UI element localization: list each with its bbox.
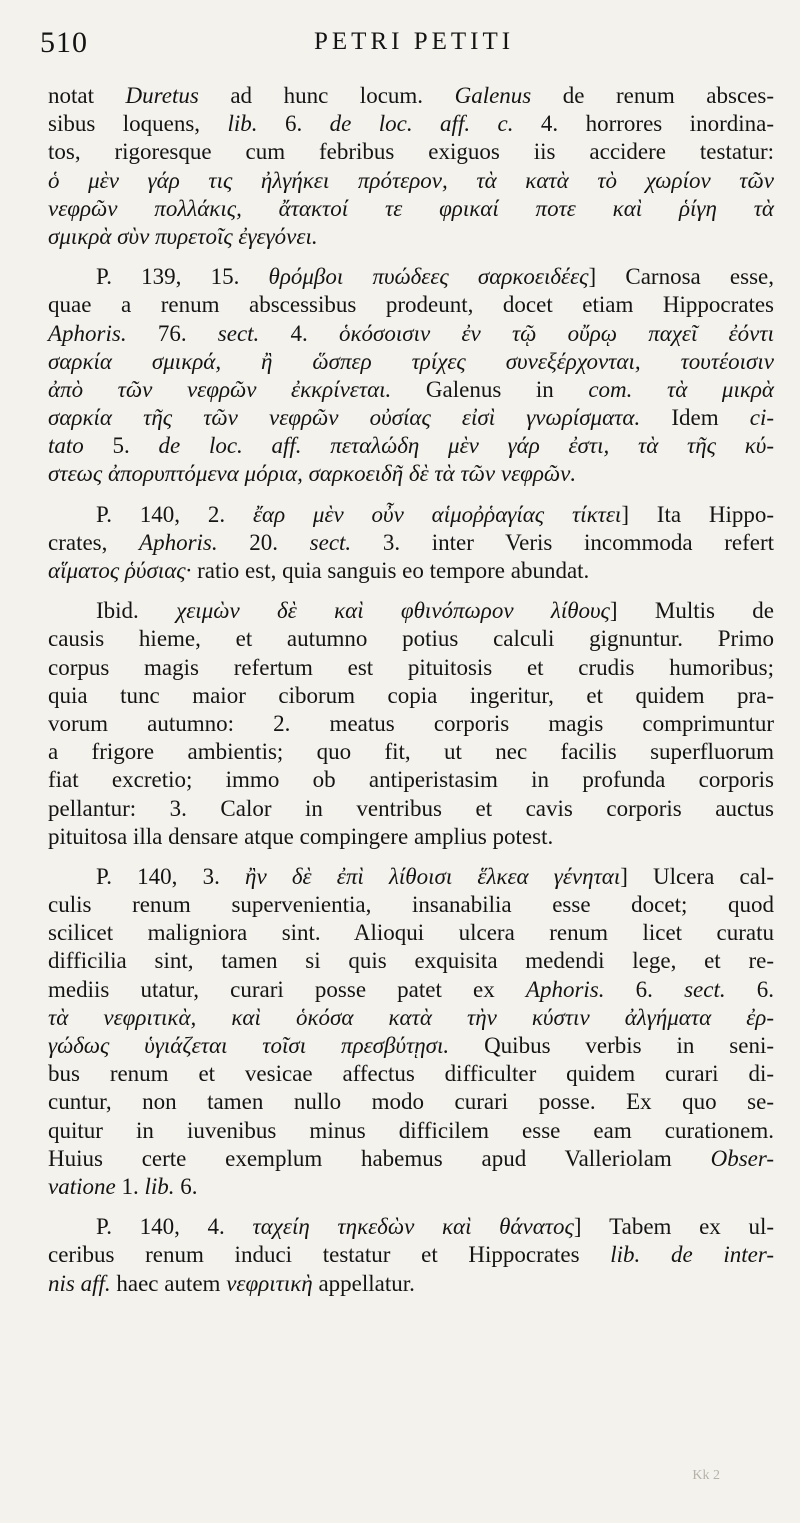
- italic-text: lib.: [144, 1173, 175, 1199]
- text-line: [48, 823, 774, 851]
- page-number: 510: [40, 26, 88, 59]
- roman-text: P. 139, 15.: [96, 264, 269, 290]
- roman-text: P. 140, 4.: [96, 1214, 253, 1240]
- italic-text: Galenus: [454, 83, 532, 108]
- roman-text: ] Ita Hippo-: [621, 501, 775, 527]
- greek-text: ἔαρ μὲν οὖν αἱμοῤῥαγίας τίκτει: [252, 501, 622, 527]
- roman-text: 5.: [83, 433, 159, 459]
- roman-text: vorum autumno: 2. meatus corporis magis comprimuntur: [48, 710, 774, 736]
- greek-text: χειμὼν δὲ καὶ φθινόπωρον λίθους: [176, 598, 610, 624]
- roman-text: cuntur, non tamen nullo modo curari posse. Ex quo se-: [48, 1089, 774, 1115]
- running-head: PETRI PETITI: [314, 28, 515, 55]
- italic-text: Duretus: [125, 83, 199, 108]
- greek-text: τὰ νεφριτικὰ, καὶ ὁκόσα κατὰ τὴν κύστιν ἀλγήματα ἐρ-: [48, 1004, 774, 1030]
- roman-text: pellantur: 3. Calor in ventribus et cavis corporis auctus: [48, 795, 774, 821]
- paragraph: [48, 863, 774, 1201]
- roman-text: 6.: [725, 976, 775, 1002]
- text-line: [48, 557, 774, 585]
- italic-text: com.: [588, 376, 633, 402]
- roman-text: Ibid.: [96, 598, 177, 624]
- paragraph: [48, 1213, 774, 1298]
- roman-text: sibus loquens,: [48, 111, 228, 137]
- roman-text: 6.: [257, 111, 330, 137]
- text-line: [48, 1117, 774, 1145]
- roman-text: pituitosa illa densare atque compingere amplius potest.: [48, 823, 554, 849]
- text-line: [48, 1060, 774, 1088]
- roman-text: 3. inter Veris incommoda refert: [351, 529, 774, 555]
- text-line: [48, 501, 774, 529]
- roman-text: culis renum supervenientia, insanabilia esse docet; quod: [48, 892, 774, 918]
- italic-text: Obser-: [710, 1145, 774, 1171]
- greek-text: πεταλώδη μὲν γάρ ἐστι, τὰ τῆς κύ-: [301, 433, 774, 459]
- signature-mark: Kk 2: [692, 1468, 720, 1483]
- page-header: [40, 24, 760, 64]
- text-line: [48, 1241, 774, 1269]
- roman-text: P. 140, 2.: [96, 501, 253, 527]
- text-line: [48, 138, 774, 166]
- roman-text: mediis utatur, curari posse patet ex: [48, 976, 526, 1002]
- text-line: [48, 976, 774, 1004]
- roman-text: de renum absces-: [531, 83, 774, 108]
- roman-text: 4.: [259, 320, 340, 346]
- text-line: [48, 460, 774, 488]
- text-line: [48, 738, 774, 766]
- paragraph: [48, 501, 774, 586]
- roman-text: causis hieme, et autumno potius calculi gignuntur. Primo: [48, 626, 774, 652]
- roman-text: P. 140, 3.: [96, 863, 246, 889]
- text-line: [48, 710, 774, 738]
- greek-text: σαρκία σμικρά, ἢ ὥσπερ τρίχες συνεξέρχονται, τουτέοισιν: [48, 348, 774, 374]
- roman-text: ceribus renum induci testatur et Hippocrates: [48, 1242, 611, 1268]
- italic-text: sect.: [309, 529, 352, 555]
- greek-text: νεφρῶν πολλάκις, ἄτακτοί τε φρικαί ποτε καὶ ῥίγη τὰ: [48, 195, 774, 221]
- roman-text: corpus magis refertum est pituitosis et crudis humoribus;: [48, 654, 774, 680]
- roman-text: 4. horrores inordina-: [513, 111, 774, 137]
- roman-text: haec autem: [110, 1270, 227, 1296]
- text-line: [48, 654, 774, 682]
- roman-text: Idem: [640, 405, 750, 431]
- body-text: [48, 82, 774, 1310]
- greek-text: στεως ἀπορυπτόμενα μόρια, σαρκοειδῆ δὲ τὰ τῶν νεφρῶν.: [48, 461, 577, 487]
- greek-text: νεφριτικὴ: [226, 1270, 313, 1296]
- roman-text: quia tunc maior ciborum copia ingeritur, et quidem pra-: [48, 682, 774, 708]
- text-line: [48, 348, 774, 376]
- italic-text: ci-: [749, 405, 774, 431]
- roman-text: Quibus verbis in seni-: [449, 1033, 775, 1058]
- greek-text: σαρκία τῆς τῶν νεφρῶν οὐσίας εἰσὶ γνωρίσματα.: [48, 405, 641, 431]
- roman-text: 6.: [174, 1173, 198, 1199]
- roman-text: appellatur.: [312, 1270, 415, 1296]
- roman-text: Huius certe exemplum habemus apud Valleriolam: [48, 1145, 711, 1171]
- text-line: [48, 1145, 774, 1173]
- text-line: [48, 766, 774, 794]
- roman-text: ] Tabem ex ul-: [573, 1214, 775, 1240]
- text-line: [48, 891, 774, 919]
- text-line: [48, 82, 774, 110]
- roman-text: ad hunc locum.: [198, 83, 455, 108]
- text-line: [48, 625, 774, 653]
- roman-text: ] Multis de: [609, 598, 774, 624]
- roman-text: tos, rigoresque cum febribus exiguos iis accidere testatur:: [48, 139, 774, 165]
- roman-text: 76.: [126, 320, 218, 346]
- paragraph: [48, 82, 774, 251]
- roman-text: crates,: [48, 529, 140, 555]
- roman-text: ] Carnosa esse,: [588, 264, 774, 290]
- text-line: [48, 682, 774, 710]
- greek-text: ἢν δὲ ἐπὶ λίθοισι ἕλκεα γένηται: [245, 863, 621, 889]
- italic-text: de loc. aff.: [158, 433, 302, 459]
- roman-text: Galenus in: [391, 376, 589, 402]
- text-line: [48, 919, 774, 947]
- italic-text: sect.: [684, 976, 726, 1002]
- italic-text: vatione: [48, 1173, 116, 1199]
- greek-text: ὁκόσοισιν ἐν τῷ οὔρῳ παχεῖ ἐόντι: [339, 320, 774, 346]
- greek-text: γώδως ὑγιάζεται τοῖσι πρεσβύτῃσι.: [48, 1033, 450, 1058]
- text-line: [48, 1173, 774, 1201]
- text-line: [48, 529, 774, 557]
- greek-text: αἵματος ῥύσιας·: [48, 558, 192, 583]
- roman-text: scilicet maligniora sint. Alioqui ulcera renum licet curatu: [48, 920, 774, 946]
- text-line: [48, 1088, 774, 1116]
- text-line: [48, 110, 774, 138]
- greek-text: ἀπὸ τῶν νεφρῶν ἐκκρίνεται.: [48, 376, 392, 402]
- roman-text: difficilia sint, tamen si quis exquisita medendi lege, et re-: [48, 948, 774, 974]
- roman-text: quae a renum abscessibus prodeunt, docet etiam Hippocrates: [48, 292, 774, 318]
- text-line: [48, 947, 774, 975]
- text-line: [48, 291, 774, 319]
- text-line: [48, 167, 774, 195]
- greek-text: ταχείη τηκεδὼν καὶ θάνατος: [252, 1214, 574, 1240]
- paragraph: [48, 597, 774, 851]
- italic-text: de loc. aff. c.: [329, 111, 514, 137]
- text-line: [48, 1004, 774, 1032]
- greek-text: σμικρὰ σὺν πυρετοῖς ἐγεγόνει.: [48, 223, 318, 249]
- italic-text: tato: [48, 433, 84, 459]
- text-line: [48, 1270, 774, 1298]
- greek-text: θρόμβοι πυώδεες σαρκοειδέες: [268, 264, 589, 290]
- greek-text: τὰ μικρὰ: [632, 376, 774, 402]
- roman-text: 20.: [217, 529, 310, 555]
- text-line: [48, 863, 774, 891]
- greek-text: ὁ μὲν γάρ τις ἠλγήκει πρότερον, τὰ κατὰ τὸ χωρίον τῶν: [48, 167, 774, 193]
- roman-text: quitur in iuvenibus minus difficilem esse eam curationem.: [48, 1117, 774, 1143]
- text-line: [48, 263, 774, 291]
- text-line: [48, 1032, 774, 1060]
- text-line: [48, 223, 774, 251]
- text-line: [48, 1213, 774, 1241]
- roman-text: bus renum et vesicae affectus difficulter quidem curari di-: [48, 1061, 774, 1087]
- italic-text: lib.: [227, 111, 258, 137]
- italic-text: Aphoris.: [48, 320, 127, 346]
- italic-text: nis aff.: [48, 1270, 111, 1296]
- roman-text: 6.: [604, 976, 685, 1002]
- text-line: [48, 432, 774, 460]
- roman-text: ratio est, quia sanguis eo tempore abundat.: [191, 558, 590, 583]
- paragraph: [48, 263, 774, 489]
- italic-text: Aphoris.: [525, 976, 605, 1002]
- text-line: [48, 404, 774, 432]
- roman-text: fiat excretio; immo ob antiperistasim in profunda corporis: [48, 767, 774, 793]
- italic-text: Aphoris.: [139, 529, 218, 555]
- roman-text: 1.: [115, 1173, 145, 1199]
- roman-text: a frigore ambientis; quo fit, ut nec facilis superfluorum: [48, 739, 774, 765]
- text-line: [48, 795, 774, 823]
- roman-text: ] Ulcera cal-: [620, 863, 774, 889]
- italic-text: lib. de inter-: [610, 1242, 774, 1268]
- roman-text: notat: [48, 83, 126, 108]
- text-line: [48, 376, 774, 404]
- text-line: [48, 320, 774, 348]
- text-line: [48, 597, 774, 625]
- text-line: [48, 195, 774, 223]
- italic-text: sect.: [217, 320, 260, 346]
